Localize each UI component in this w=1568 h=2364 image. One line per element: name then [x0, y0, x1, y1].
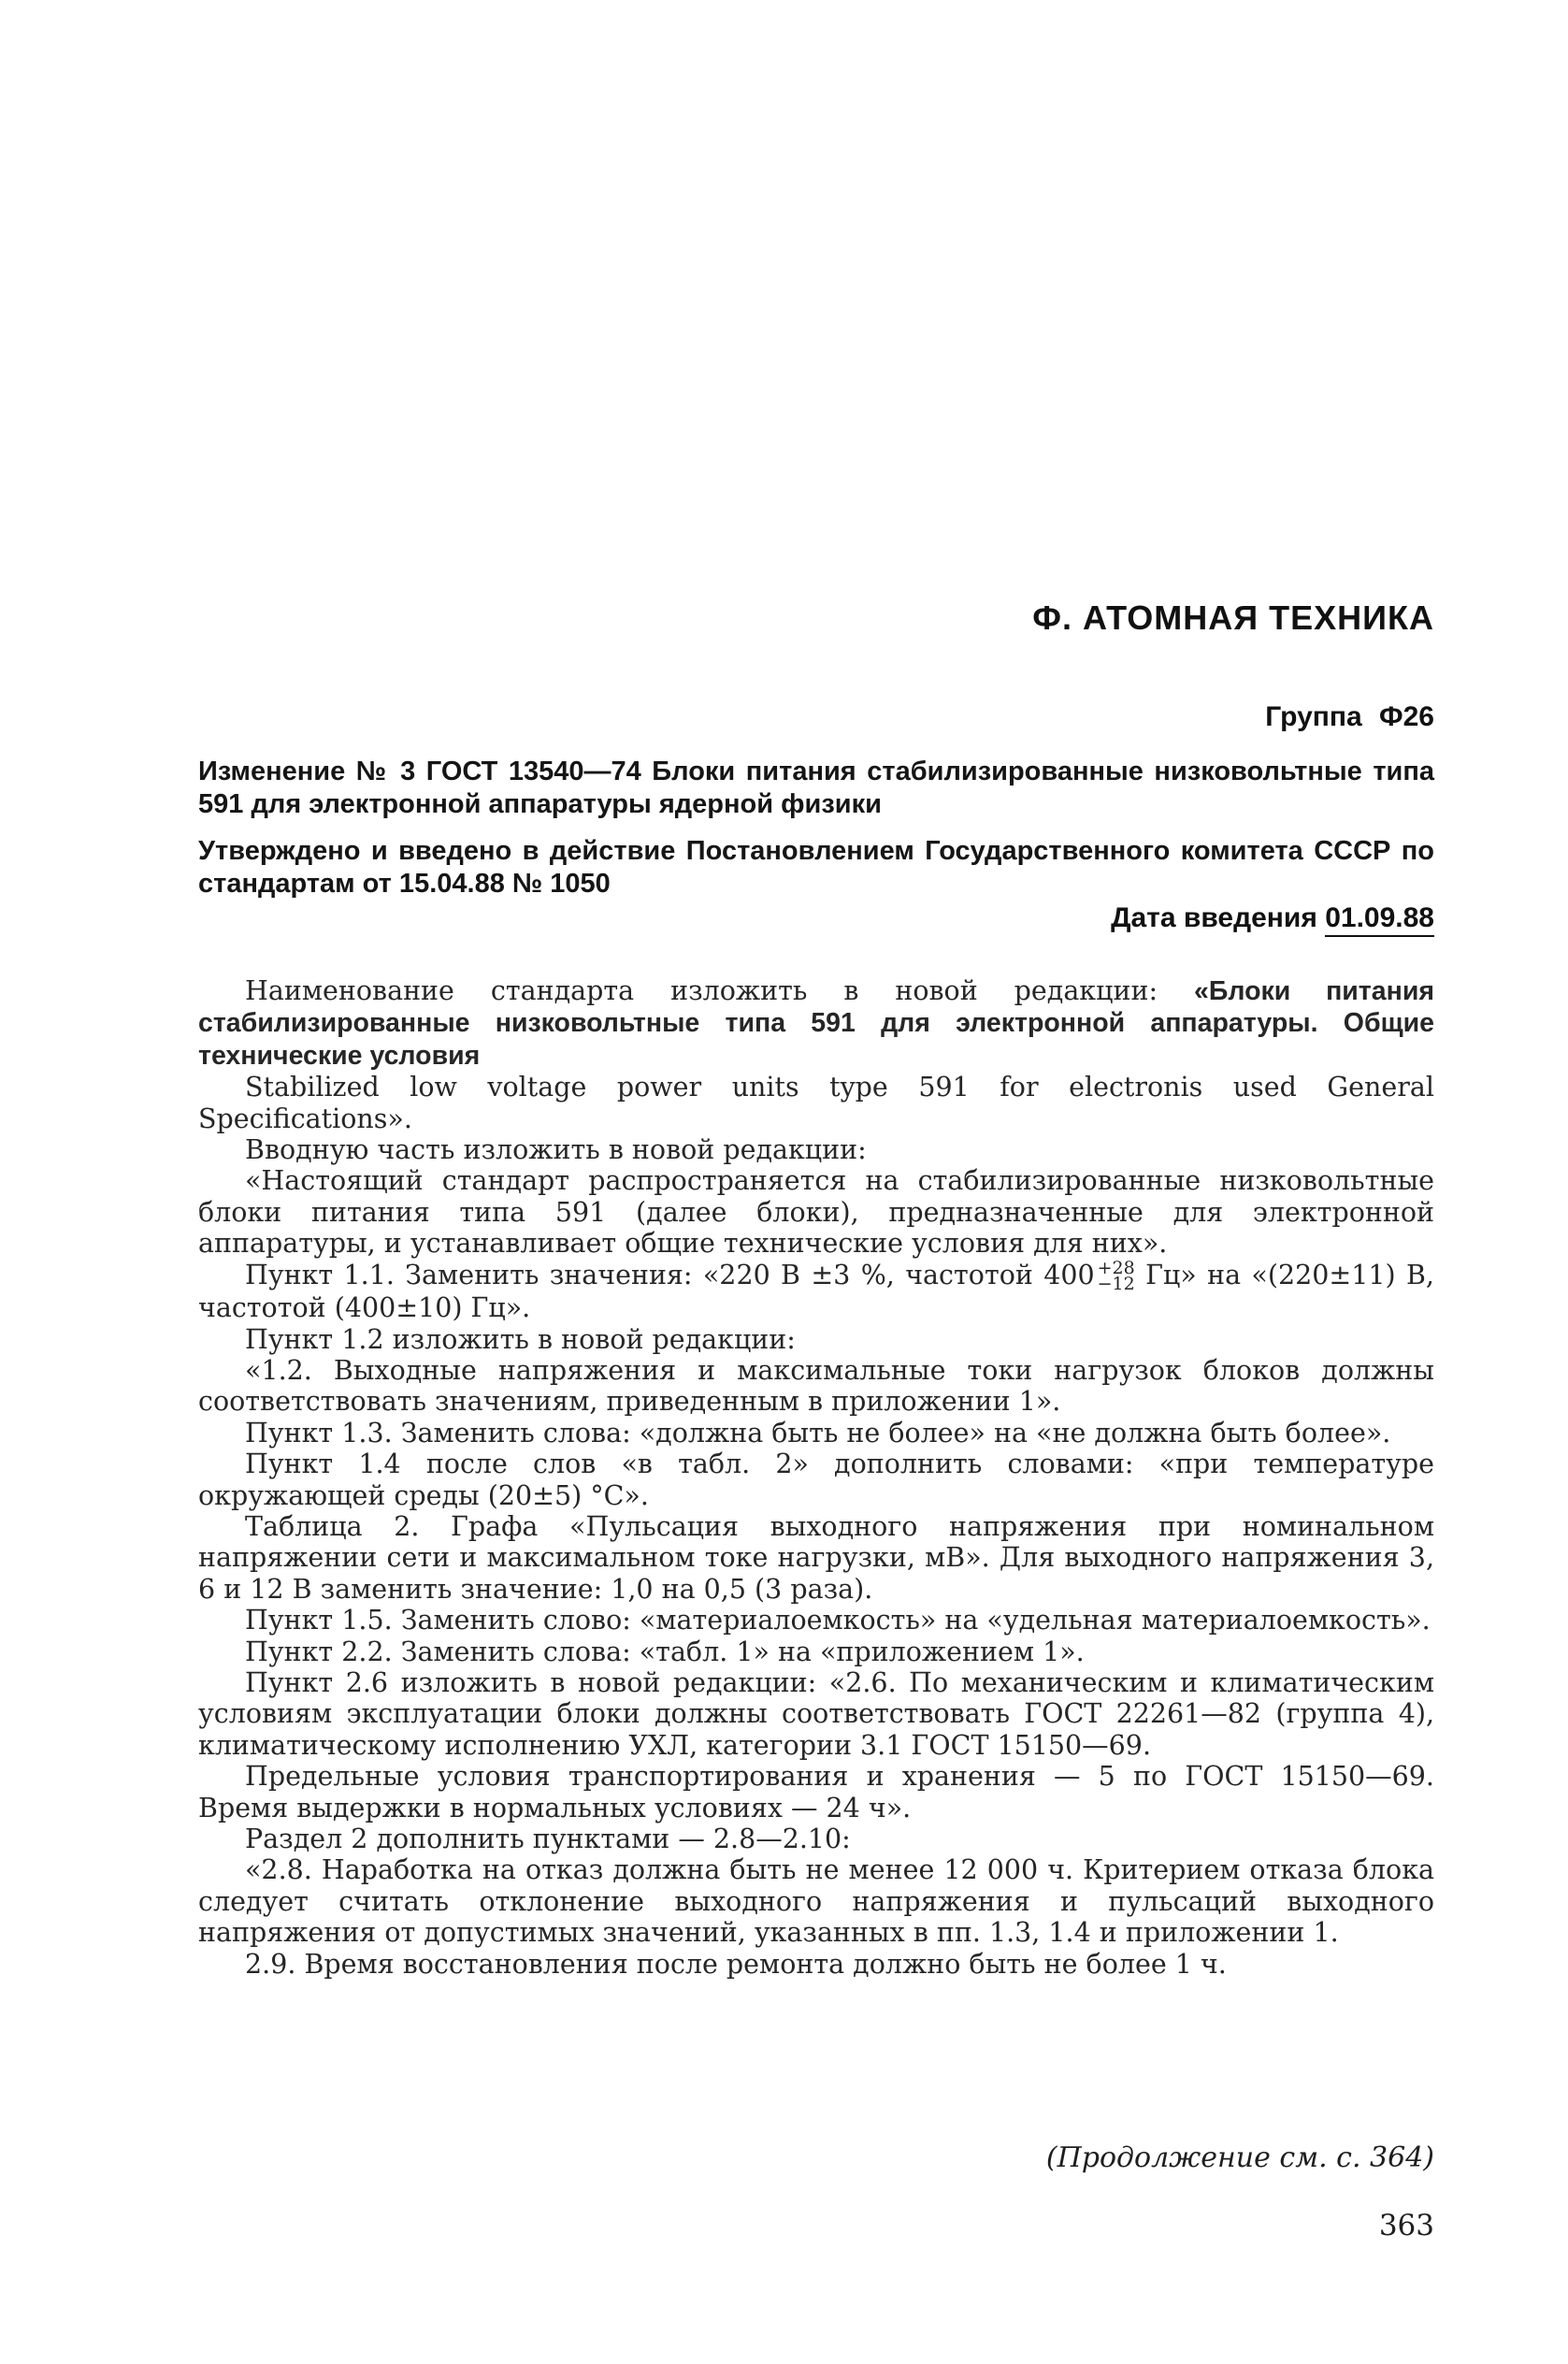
introduction-date-value: 01.09.88: [1325, 902, 1434, 937]
paragraph: Пункт 1.2 изложить в новой редакции:: [245, 1323, 796, 1355]
document-page: [198, 0, 1434, 2364]
paragraph: Пункт 1.4 после слов «в табл. 2» дополнить словами: «при температуре окружающей среды (20±5) °С».: [198, 1449, 1434, 1511]
body-text: [198, 975, 1434, 1980]
paragraph: Пункт 1.3. Заменить слова: «должна быть не более» на «не должна быть более».: [245, 1417, 1391, 1449]
paragraph: Пункт 1.5. Заменить слово: «материалоемкость» на «удельная материалоемкость».: [245, 1605, 1431, 1636]
new-standard-name: «Блоки питания стабилизированные низковольтные типа 591 для электронной аппаратуры. Общие технические условия: [198, 976, 1434, 1071]
paragraph-tail: Гц» на «(220±11) В, частотой (400±10) Гц».: [198, 1259, 1434, 1324]
paragraph: [198, 975, 1434, 1072]
tolerance-lower: −12: [1097, 1274, 1135, 1295]
paragraph: «Настоящий стандарт распространяется на стабилизированные низковольтные блоки питания типа 591 (далее блоки), предназначенные для электронной аппаратуры, и устанавливает общие технические условия для них».: [198, 1165, 1434, 1260]
paragraph: Пункт 2.6 изложить в новой редакции: «2.6. По механическим и климатическим условиям эксплуатации блоки должны соответствовать ГОСТ 22261—82 (группа 4), климатическому исполнению УХЛ, категории 3.1 ГОСТ 15150—69.: [198, 1667, 1434, 1761]
introduction-date: [1111, 902, 1434, 934]
paragraph-lead: Пункт 1.1. Заменить значения: «220 В ±3 %, частотой 400: [245, 1259, 1095, 1290]
tolerance-stack: [1097, 1258, 1135, 1295]
group-label: Группа Ф26: [1265, 701, 1434, 732]
paragraph: Предельные условия транспортирования и хранения — 5 по ГОСТ 15150—69. Время выдержки в нормальных условиях — 24 ч».: [198, 1761, 1434, 1823]
change-title: Изменение № 3 ГОСТ 13540—74 Блоки питания стабилизированные низковольтные типа 591 для электронной аппаратуры ядерной физики: [198, 757, 1434, 819]
paragraph: Раздел 2 дополнить пунктами — 2.8—2.10:: [245, 1823, 851, 1855]
paragraph: Вводную часть изложить в новой редакции:: [245, 1134, 867, 1166]
paragraph: «1.2. Выходные напряжения и максимальные токи нагрузок блоков должны соответствовать значениям, приведенным в приложении 1».: [198, 1354, 1434, 1418]
continuation-note: (Продолжение см. с. 364): [1045, 2141, 1434, 2174]
approval-statement: Утверждено и введено в действие Постановлением Государственного комитета СССР по стандартам от 15.04.88 № 1050: [198, 836, 1434, 899]
paragraph: Пункт 2.2. Заменить слова: «табл. 1» на «приложением 1».: [245, 1636, 1085, 1667]
section-title: Ф. АТОМНАЯ ТЕХНИКА: [1032, 598, 1434, 637]
page-number: 363: [1378, 2209, 1434, 2242]
paragraph: «2.8. Наработка на отказ должна быть не менее 12 000 ч. Критерием отказа блока следует считать отклонение выходного напряжения и пульсаций выходного напряжения от допустимых значений, указанных в пп. 1.3, 1.4 и приложении 1.: [198, 1854, 1434, 1949]
paragraph: [198, 1260, 1434, 1324]
paragraph: Таблица 2. Графа «Пульсация выходного напряжения при номинальном напряжении сети и максимальном токе нагрузки, мВ». Для выходного напряжения 3, 6 и 12 В заменить значение: 1,0 на 0,5 (3 раза).: [198, 1511, 1434, 1605]
tolerance-upper: +28: [1097, 1258, 1135, 1279]
paragraph-lead: Наименование стандарта изложить в новой редакции:: [245, 975, 1194, 1006]
introduction-date-label: Дата введения: [1111, 902, 1317, 933]
paragraph: 2.9. Время восстановления после ремонта должно быть не более 1 ч.: [245, 1948, 1227, 1980]
paragraph: Stabilized low voltage power units type 591 for electronis used General Specifications».: [198, 1072, 1434, 1134]
